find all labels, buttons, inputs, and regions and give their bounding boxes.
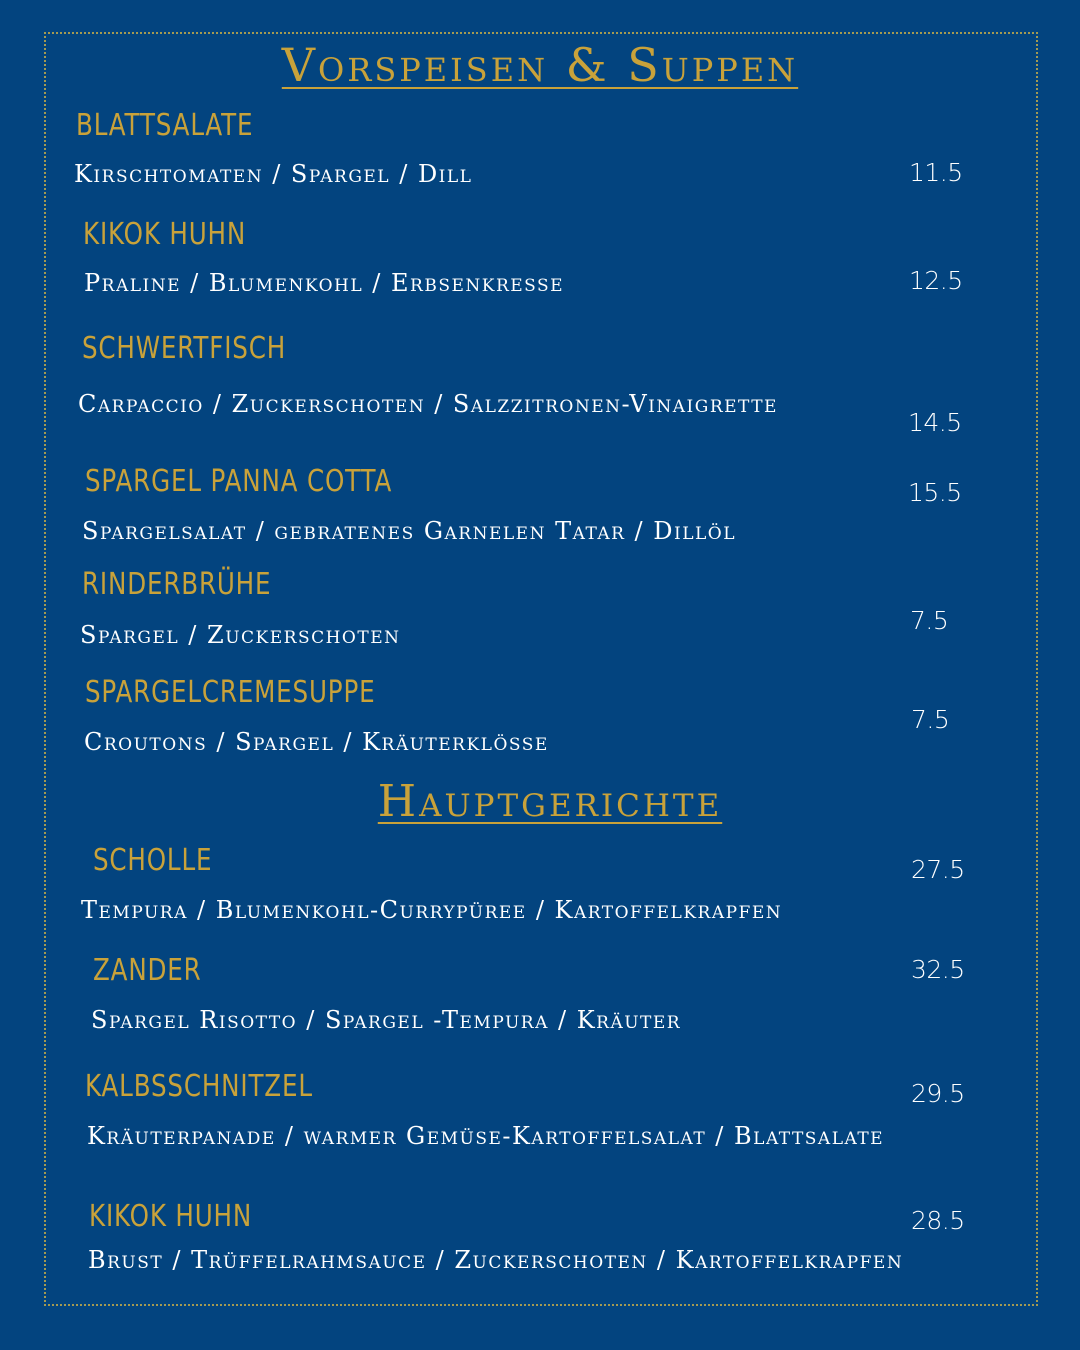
item-description: Spargelsalat / gebratenes Garnelen Tatar / Dillöl xyxy=(82,517,737,545)
item-name: KIKOK HUHN xyxy=(89,1199,253,1234)
item-name: RINDERBRÜHE xyxy=(82,567,272,602)
item-description: Praline / Blumenkohl / Erbsenkresse xyxy=(84,269,565,297)
item-price: 32.5 xyxy=(911,955,965,984)
section-title-mains: Hauptgerichte xyxy=(377,776,723,827)
item-name: SPARGELCREMESUPPE xyxy=(85,675,376,710)
item-description: Brust / Trüffelrahmsauce / Zuckerschoten / Kartoffelkrapfen xyxy=(88,1246,904,1274)
item-name: SCHWERTFISCH xyxy=(82,331,287,366)
item-description: Carpaccio / Zuckerschoten / Salzzitronen-Vinaigrette xyxy=(78,390,778,418)
item-price: 15.5 xyxy=(908,478,962,507)
item-name: KIKOK HUHN xyxy=(83,217,247,252)
item-price: 14.5 xyxy=(908,408,962,437)
item-price: 7.5 xyxy=(911,705,950,734)
item-description: Spargel / Zuckerschoten xyxy=(80,621,401,649)
item-name: SCHOLLE xyxy=(93,843,213,878)
item-name: BLATTSALATE xyxy=(76,108,254,143)
section-title-starters: Vorspeisen & Suppen xyxy=(281,38,799,92)
item-price: 7.5 xyxy=(910,606,949,635)
item-description: Tempura / Blumenkohl-Currypüree / Kartoffelkrapfen xyxy=(81,896,783,924)
item-price: 28.5 xyxy=(911,1206,965,1235)
item-name: ZANDER xyxy=(93,953,202,988)
item-name: KALBSSCHNITZEL xyxy=(85,1069,313,1104)
item-price: 27.5 xyxy=(911,855,965,884)
item-price: 12.5 xyxy=(909,266,963,295)
item-name: SPARGEL PANNA COTTA xyxy=(85,464,393,499)
item-description: Kirschtomaten / Spargel / Dill xyxy=(74,160,473,188)
item-description: Kräuterpanade / warmer Gemüse-Kartoffelsalat / Blattsalate xyxy=(87,1122,885,1150)
item-description: Spargel Risotto / Spargel -Tempura / Kräuter xyxy=(91,1006,682,1034)
item-price: 29.5 xyxy=(911,1079,965,1108)
item-description: Croutons / Spargel / Kräuterklösse xyxy=(84,728,549,756)
item-price: 11.5 xyxy=(909,158,963,187)
